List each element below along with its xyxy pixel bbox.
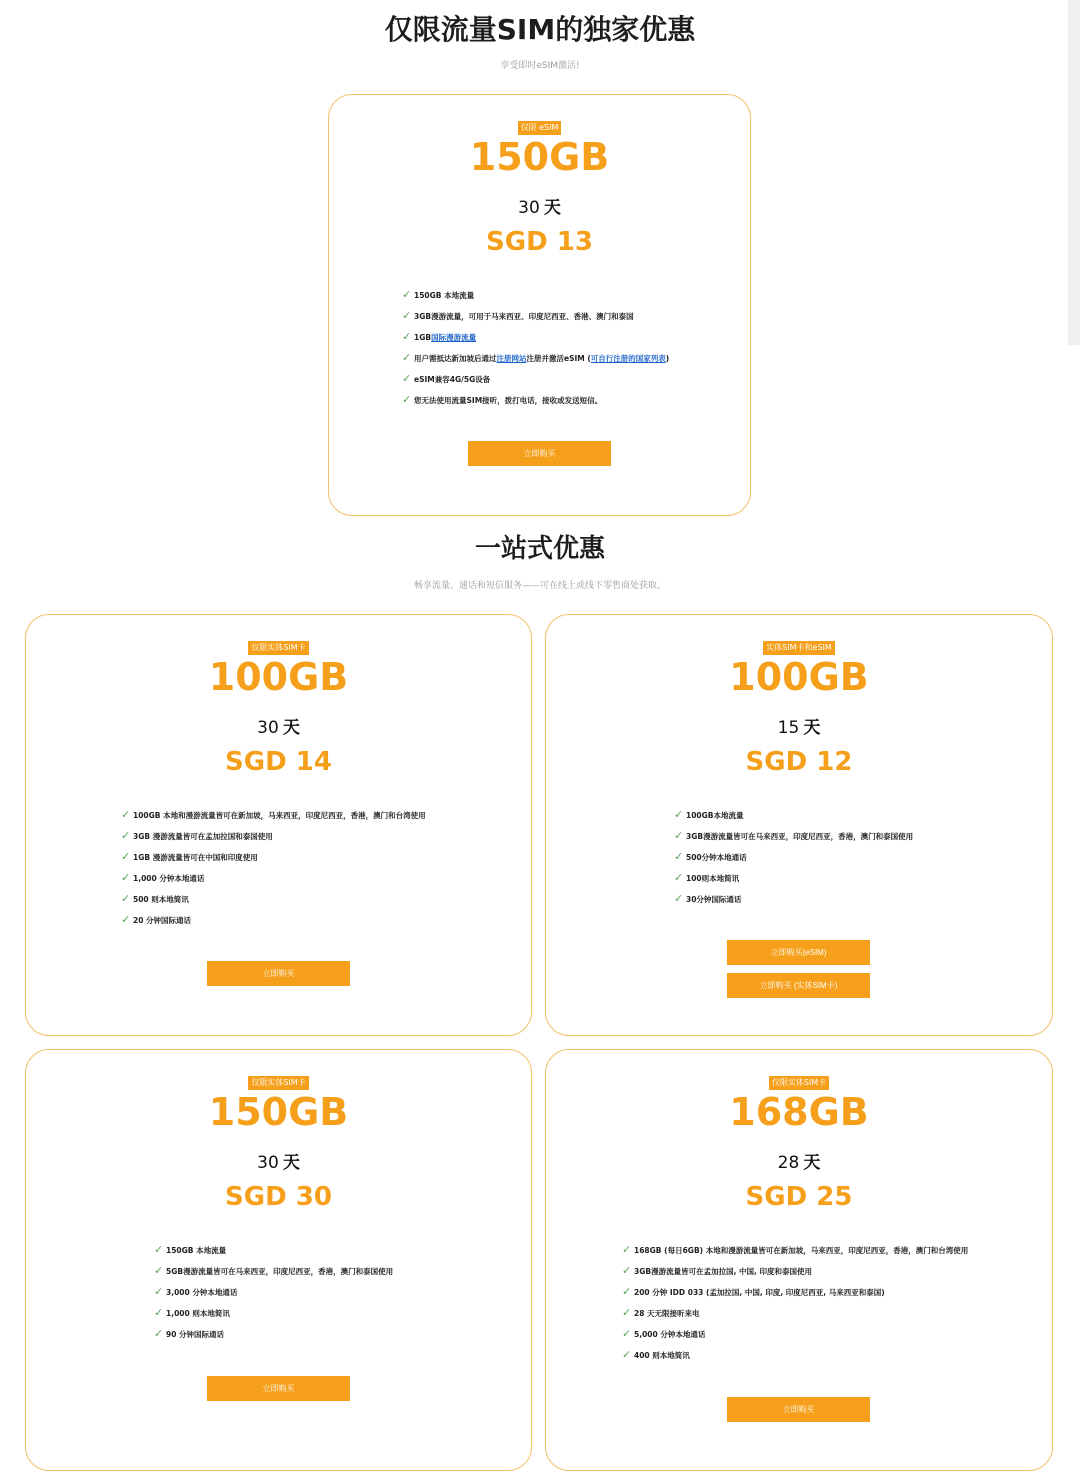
plan-days-unit: 天 [803,718,821,738]
buy-now-button[interactable]: 立即购买 [468,441,611,466]
plan-days-unit: 天 [282,718,300,738]
list-item: ✓ 1GB国际漫游流量 [402,330,477,343]
list-item: ✓ 400 则本地简讯 [622,1348,690,1361]
intl-roaming-link[interactable]: 国际漫游流量 [431,333,477,342]
check-icon: ✓ [121,892,131,905]
list-item: ✓ 5GB漫游流量皆可在马来西亚，印度尼西亚，香港，澳门和泰国使用 [154,1264,394,1277]
check-icon: ✓ [121,850,131,863]
plan-price: SGD 12 [745,747,853,777]
list-item: ✓ 3,000 分钟本地通话 [154,1285,238,1298]
plan-badge: 仅限实体SIM卡 [769,1076,829,1090]
buy-now-button[interactable]: 立即购买 [727,1397,870,1422]
check-icon: ✓ [154,1243,164,1256]
plan-data-amount: 100GB [208,655,349,699]
list-item: ✓ 150GB 本地流量 [154,1243,227,1256]
list-item: ✓ 100GB 本地和漫游流量皆可在新加坡，马来西亚，印度尼西亚，香港，澳门和台湾使用 [121,808,426,821]
scroll-gutter [1068,0,1080,345]
check-icon: ✓ [622,1243,632,1256]
plan-days-number: 28 [777,1153,800,1173]
plan-feature-list [154,1244,393,1349]
check-icon: ✓ [121,913,131,926]
check-icon: ✓ [674,871,684,884]
list-item: ✓ 3GB漫游流量皆可在马来西亚，印度尼西亚，香港，澳门和泰国使用 [674,829,914,842]
check-icon: ✓ [402,372,412,385]
list-item: ✓ 3GB 漫游流量皆可在孟加拉国和泰国使用 [121,829,273,842]
plan-days-number: 30 [257,1153,279,1173]
buy-physical-sim-button[interactable]: 立即购买 (实体SIM卡) [727,973,870,998]
check-icon: ✓ [154,1306,164,1319]
plan-duration [546,1148,1052,1173]
check-icon: ✓ [674,850,684,863]
check-icon: ✓ [402,309,412,322]
plan-data-amount: 100GB [729,655,869,699]
plan-badge: 仅限实体SIM卡 [248,641,308,655]
list-item: ✓ 500 则本地简讯 [121,892,189,905]
plan-feature-list [674,809,913,914]
plan-card-esim-150gb [328,94,751,516]
plan-price: SGD 14 [225,747,332,777]
plan-card-physical-100gb [25,614,532,1036]
check-icon: ✓ [154,1327,164,1340]
check-icon: ✓ [674,829,684,842]
list-item: ✓ 5,000 分钟本地通话 [622,1327,706,1340]
check-icon: ✓ [121,871,131,884]
registration-site-link[interactable]: 注册网站 [496,354,527,363]
plan-data-amount: 150GB [208,1090,349,1134]
plan-card-physical-150gb [25,1049,532,1471]
section-title-data-only: 仅限流量SIM的独家优惠 [384,13,696,46]
plan-duration [329,193,750,218]
check-icon: ✓ [121,808,131,821]
plan-feature-list [402,289,669,415]
check-icon: ✓ [402,288,412,301]
plan-badge: 仅限 eSIM [518,121,562,135]
list-item: ✓ 500分钟本地通话 [674,850,747,863]
list-item: ✓ 3GB漫游流量，可用于马来西亚、印度尼西亚、香港、澳门和泰国 [402,309,634,322]
list-item: ✓ 100则本地简讯 [674,871,740,884]
section-title-bundle: 一站式优惠 [474,534,605,564]
buy-esim-button[interactable]: 立即购买(eSIM) [727,940,870,965]
check-icon: ✓ [622,1306,632,1319]
list-item: ✓ 28 天无限接听来电 [622,1306,700,1319]
section-subtitle-bundle: 畅享流量、通话和短信服务——可在线上或线下零售商处获取。 [413,581,666,591]
section-subtitle-data-only: 享受即时eSIM激活! [500,61,580,71]
list-item: ✓ 1GB 漫游流量皆可在中国和印度使用 [121,850,258,863]
check-icon: ✓ [121,829,131,842]
check-icon: ✓ [402,393,412,406]
list-item: ✓ 1,000 则本地简讯 [154,1306,230,1319]
buy-now-button[interactable]: 立即购买 [207,961,350,986]
plan-price: SGD 30 [225,1182,332,1212]
plan-duration [546,713,1052,738]
check-icon: ✓ [154,1264,164,1277]
list-item: ✓ 150GB 本地流量 [402,288,475,301]
country-list-link[interactable]: 可自行注册的国家列表 [590,354,666,363]
plan-data-amount: 150GB [469,135,610,179]
list-item: ✓ 您无法使用流量SIM接听，拨打电话，接收或发送短信。 [402,393,603,406]
check-icon: ✓ [622,1264,632,1277]
plan-badge: 实体SIM卡和eSIM [763,641,835,655]
check-icon: ✓ [622,1348,632,1361]
check-icon: ✓ [622,1327,632,1340]
check-icon: ✓ [674,808,684,821]
plan-days-unit: 天 [543,198,561,218]
plan-feature-list [622,1244,968,1370]
list-item: ✓ 200 分钟 IDD 033 (孟加拉国, 中国, 印度, 印度尼西亚, 马来西亚和泰国) [622,1285,885,1298]
list-item: ✓ eSIM兼容4G/5G设备 [402,372,491,385]
list-item: ✓ 3GB漫游流量皆可在孟加拉国, 中国, 印度和泰国使用 [622,1264,813,1277]
check-icon: ✓ [402,351,412,364]
check-icon: ✓ [674,892,684,905]
plan-days-unit: 天 [282,1153,300,1173]
plan-data-amount: 168GB [729,1090,869,1134]
buy-now-button[interactable]: 立即购买 [207,1376,350,1401]
plan-days-number: 30 [518,198,540,218]
plan-price: SGD 13 [486,227,593,257]
list-item: ✓ 168GB (每日6GB) 本地和漫游流量皆可在新加坡，马来西亚，印度尼西亚，香港，澳门和台湾使用 [622,1243,969,1256]
list-item: ✓ 20 分钟国际通话 [121,913,192,926]
check-icon: ✓ [154,1285,164,1298]
plan-badge: 仅限实体SIM卡 [248,1076,308,1090]
plan-days-unit: 天 [803,1153,821,1173]
plan-days-number: 30 [257,718,279,738]
plan-duration [26,713,531,738]
list-item: ✓ 90 分钟国际通话 [154,1327,225,1340]
check-icon: ✓ [622,1285,632,1298]
check-icon: ✓ [402,330,412,343]
plan-card-sim-esim-100gb [545,614,1053,1036]
plan-days-number: 15 [777,718,800,738]
list-item: ✓ 用户需抵达新加坡后通过注册网站注册并激活eSIM (可自行注册的国家列表) [402,351,670,364]
plan-price: SGD 25 [745,1182,853,1212]
list-item: ✓ 100GB本地流量 [674,808,744,821]
list-item: ✓ 30分钟国际通话 [674,892,742,905]
plan-duration [26,1148,531,1173]
plan-card-physical-168gb [545,1049,1053,1471]
list-item: ✓ 1,000 分钟本地通话 [121,871,205,884]
plan-feature-list [121,809,426,935]
